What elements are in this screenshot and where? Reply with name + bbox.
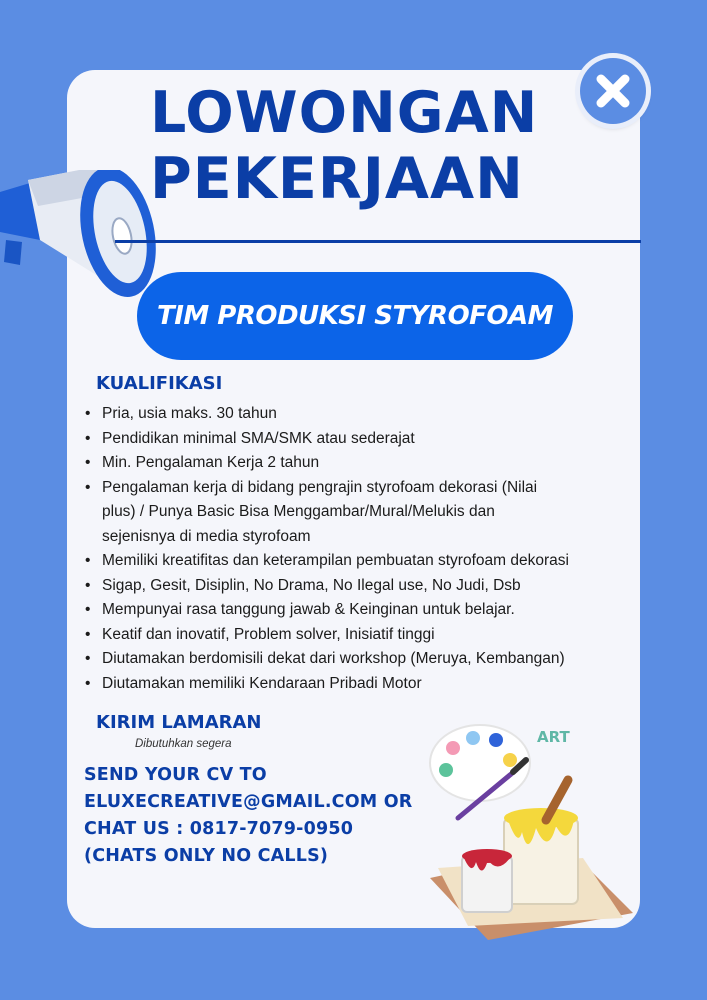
list-item: • Pendidikan minimal SMA/SMK atau sederajat [82, 427, 642, 452]
application-heading: KIRIM LAMARAN [96, 712, 262, 733]
urgent-note: Dibutuhkan segera [135, 738, 232, 750]
list-item: • Keatif dan inovatif, Problem solver, Inisiatif tinggi [82, 623, 642, 648]
qualifications-list [82, 402, 642, 696]
position-badge: TIM PRODUKSI STYROFOAM [137, 272, 573, 360]
title-line-2: PEKERJAAN [150, 146, 524, 212]
contact-email[interactable]: ELUXECREATIVE@GMAIL.COM OR [84, 792, 413, 812]
list-item: • Min. Pengalaman Kerja 2 tahun [82, 451, 642, 476]
contact-block [84, 762, 444, 870]
close-icon [593, 71, 633, 111]
list-item: • Diutamakan berdomisili dekat dari workshop (Meruya, Kembangan) [82, 647, 642, 672]
contact-line: (CHATS ONLY NO CALLS) [84, 846, 329, 866]
qualifications-heading: KUALIFIKASI [96, 373, 223, 394]
title-line-1: LOWONGAN [150, 80, 539, 146]
art-palette-illustration [418, 708, 640, 945]
contact-phone[interactable]: CHAT US : 0817-7079-0950 [84, 819, 354, 839]
contact-line: SEND YOUR CV TO [84, 765, 267, 785]
list-item: • Diutamakan memiliki Kendaraan Pribadi Motor [82, 672, 642, 697]
list-item: • Sigap, Gesit, Disiplin, No Drama, No Ilegal use, No Judi, Dsb [82, 574, 642, 599]
list-item: • Memiliki kreatifitas dan keterampilan pembuatan styrofoam dekorasi [82, 549, 642, 574]
list-item: • Pria, usia maks. 30 tahun [82, 402, 642, 427]
page-title [150, 80, 590, 212]
list-item: • Pengalaman kerja di bidang pengrajin styrofoam dekorasi (Nilai plus) / Punya Basic Bisa Menggambar/Mural/Melukis dan sejenisnya di media styrofoam [82, 476, 642, 550]
list-item: • Mempunyai rasa tanggung jawab & Keinginan untuk belajar. [82, 598, 642, 623]
art-label: ART [537, 728, 570, 746]
title-divider [115, 240, 641, 243]
